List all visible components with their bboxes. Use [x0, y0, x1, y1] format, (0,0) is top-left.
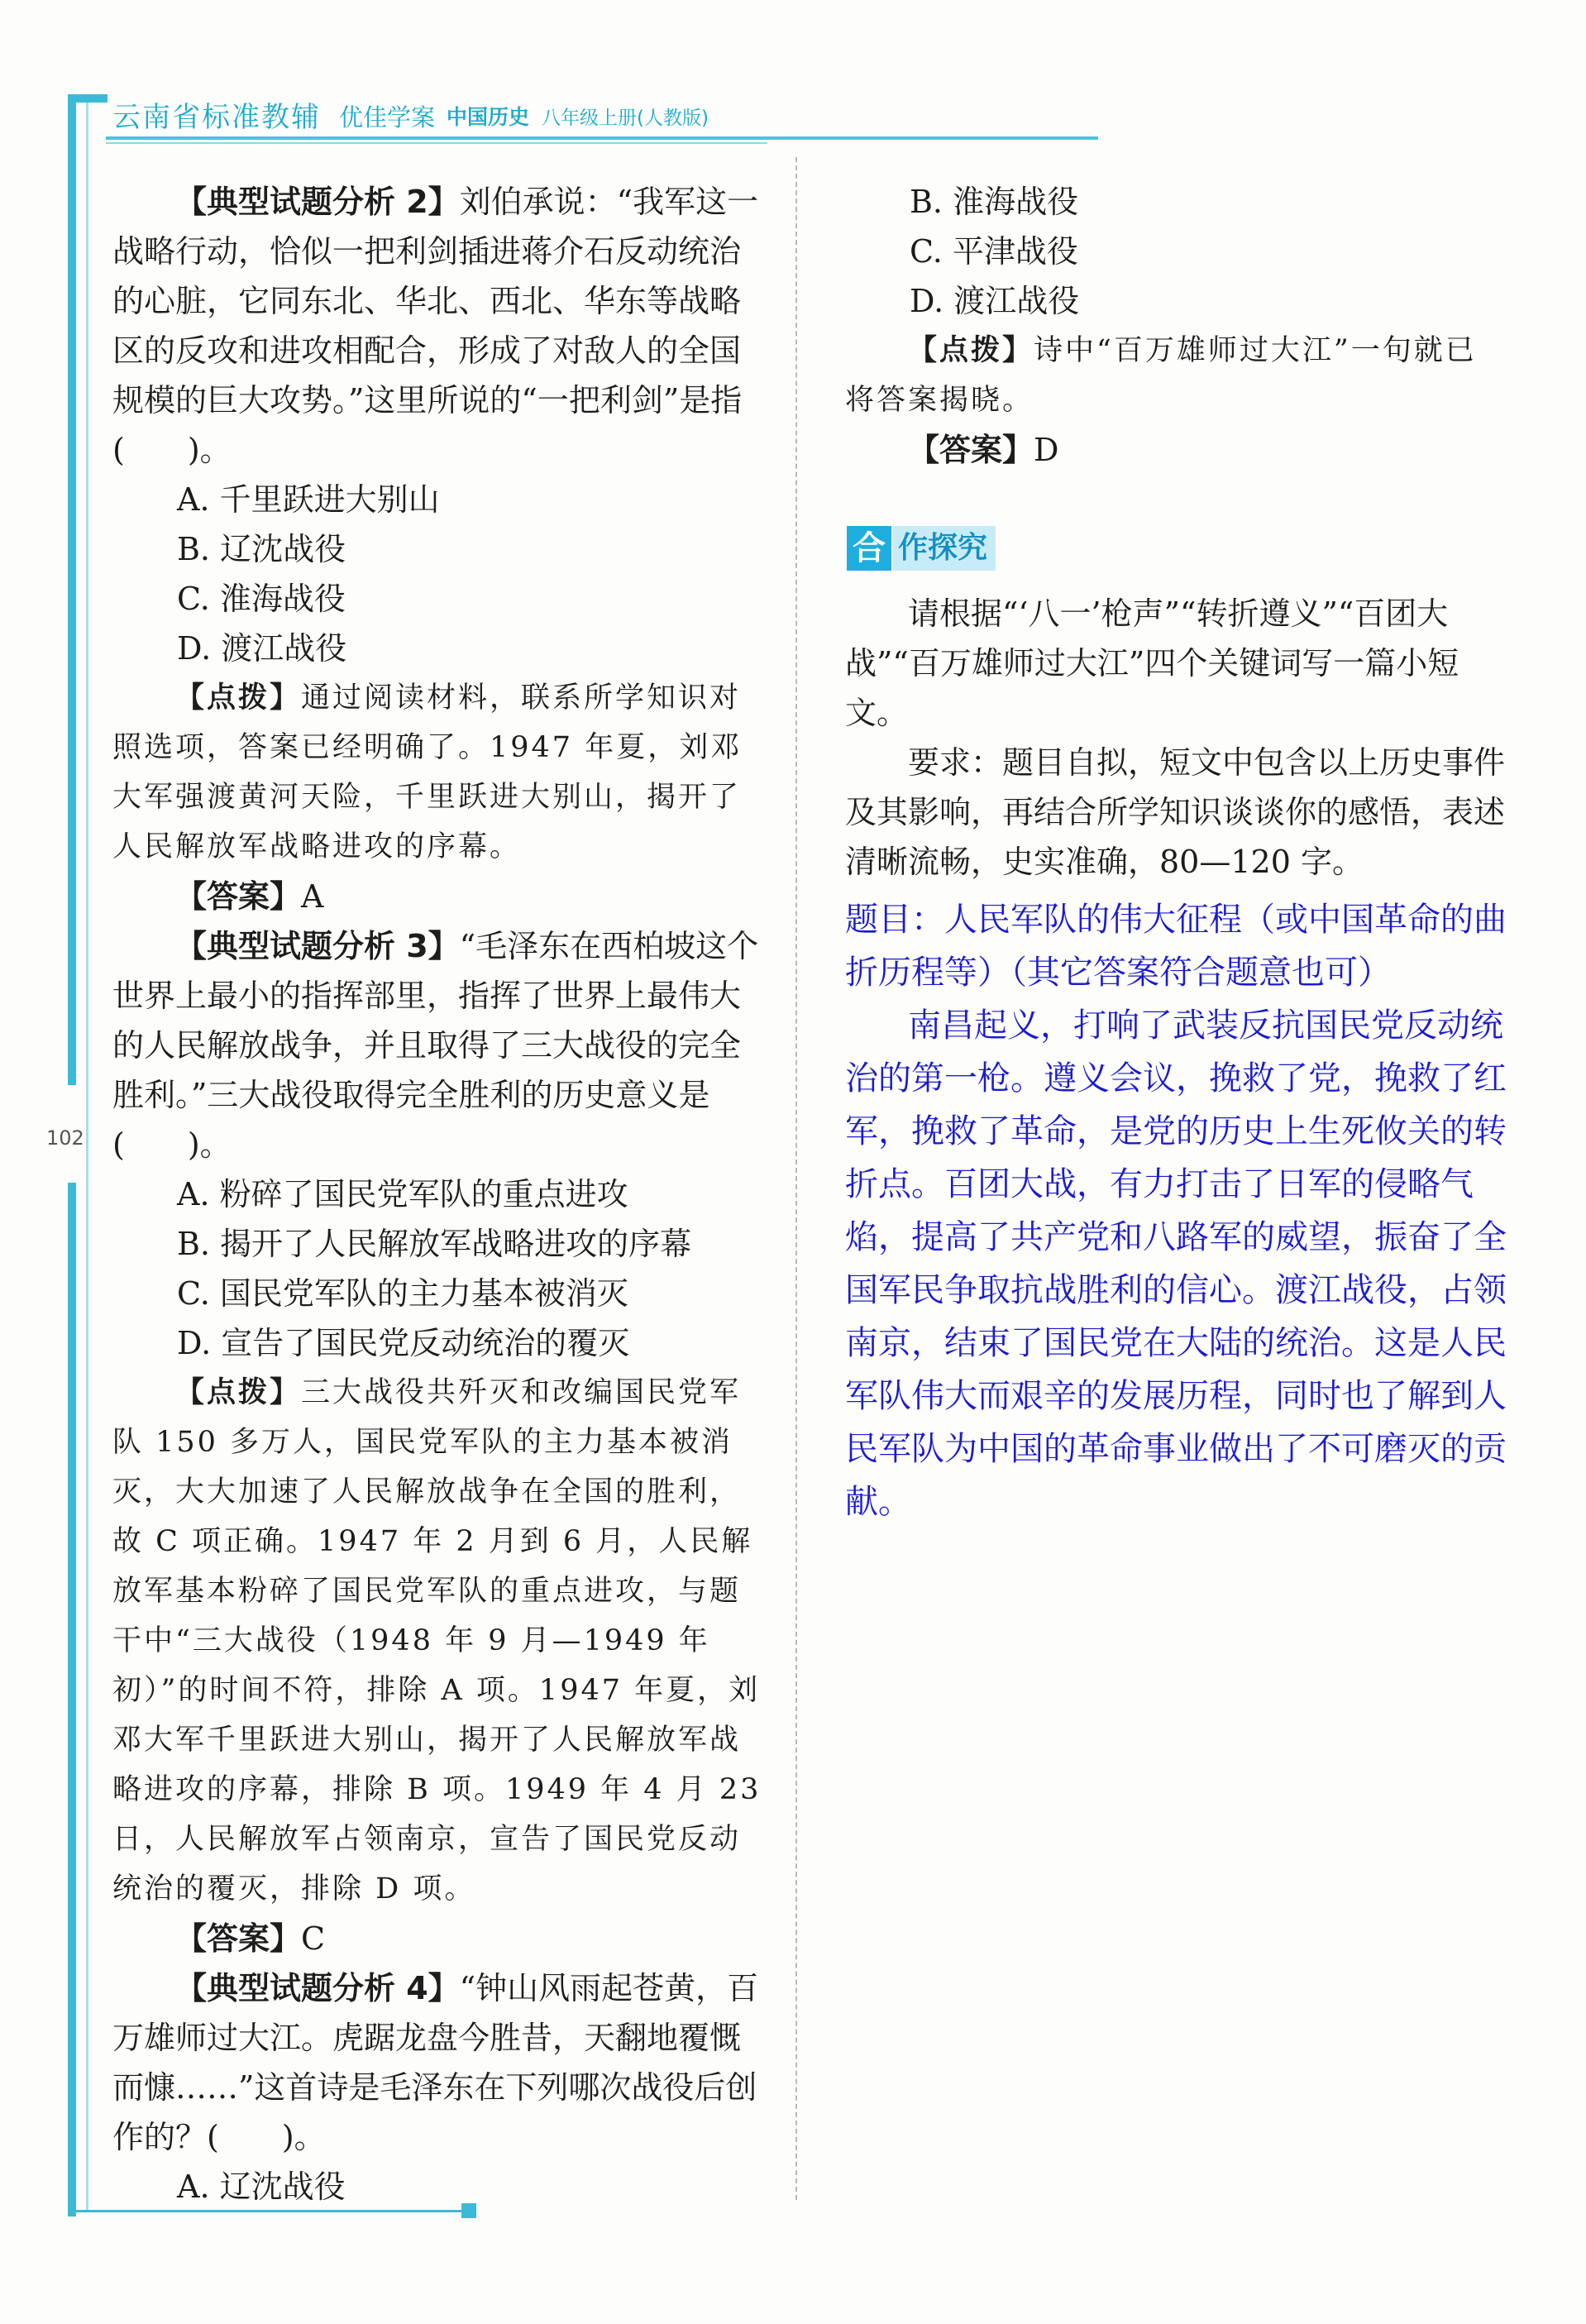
margin-bar-bottom [68, 1183, 76, 2216]
handwritten-answer-title: 题目：人民军队的伟大征程（或中国革命的曲折历程等）（其它答案符合题意也可） [845, 901, 1507, 992]
question-2-hint-text: 通过阅读材料，联系所学知识对照选项，答案已经明确了。1947 年夏，刘邓大军强渡黄河天险，千里跃进大别山，揭开了人民解放军战略进攻的序幕。 [112, 681, 743, 863]
question-4-option: A. 辽沈战役 [177, 2169, 346, 2205]
question-2-answer [112, 872, 770, 921]
answer-tag: 【答案】 [908, 432, 1034, 468]
question-4-tag: 【典型试题分析 4】 [175, 1970, 460, 2006]
section-heading-text: 作探究 [893, 526, 996, 571]
question-3-hint-text: 三大战役共歼灭和改编国民党军队 150 多万人，国民党军队的主力基本被消灭，大大加速了人民解放战争在全国的胜利，故 C 项正确。1947 年 2 月到 6 月，人民解放军基本粉碎了国民党军队的重点进攻，与题干中“三大战役（1948 年 9 月—1949 年初）”的时间不符，排除 A 项。1947 年夏，刘邓大军千里跃进大别山，揭开了人民解放军战略进攻的序幕，排除 B 项。1949 年 4 月 23 日，人民解放军占领南京，宣告了国民党反动统治的覆灭，排除 D 项。 [112, 1376, 762, 1906]
margin-thin-line [86, 94, 88, 2212]
header-rule [106, 136, 1098, 140]
question-4-hint-text: 诗中“百万雄师过大江”一句就已将答案揭晓。 [845, 334, 1477, 417]
question-4-hint [845, 326, 1507, 425]
question-2-tag: 【典型试题分析 2】 [175, 184, 460, 220]
hint-tag: 【点拨】 [908, 334, 1034, 367]
header-series: 云南省标准教辅 [112, 101, 321, 134]
hint-tag: 【点拨】 [175, 681, 302, 715]
question-3-option: A. 粉碎了国民党军队的重点进攻 [177, 1176, 628, 1212]
question-3-hint [112, 1368, 770, 1914]
question-2-option: A. 千里跃进大别山 [177, 481, 440, 518]
header-grade: 八年级上册(人教版) [542, 108, 709, 129]
question-4-answer-value: D [1034, 432, 1059, 468]
question-3-option: B. 揭开了人民解放军战略进攻的序幕 [177, 1226, 692, 1262]
question-4-text: “钟山风雨起苍黄，百万雄师过大江。虎踞龙盘今胜昔，天翻地覆慨而慷……”这首诗是毛泽东在下列哪次战役后创作的？( )。 [112, 1970, 759, 2155]
question-2-option: D. 渡江战役 [177, 630, 347, 667]
question-4-answer [845, 425, 1507, 475]
question-2 [112, 177, 770, 475]
question-2-option: B. 辽沈战役 [177, 531, 346, 567]
question-2-option: C. 淮海战役 [177, 581, 346, 617]
header-sub: 优佳学案 [339, 103, 436, 132]
question-4 [112, 1963, 770, 2162]
page-header [99, 89, 1058, 141]
page-number: 102 [46, 1126, 84, 1150]
hint-tag: 【点拨】 [175, 1376, 302, 1409]
question-3-text: “毛泽东在西柏坡这个世界上最小的指挥部里，指挥了世界上最伟大的人民解放战争，并且取得了三大战役的完全胜利。”三大战役取得完全胜利的历史意义是( )。 [112, 928, 759, 1163]
handwritten-answer-body: 南昌起义，打响了武装反抗国民党反动统治的第一枪。遵义会议，挽救了党，挽救了红军，挽救了革命，是党的历史上生死攸关的转折点。百团大战，有力打击了日军的侵略气焰，提高了共产党和八路军的威望，振奋了全国军民争取抗战胜利的信心。渡江战役，占领南京，结束了国民党在大陆的统治。这是人民军队伟大而艰辛的发展历程，同时也了解到人民军队为中国的革命事业做出了不可磨灭的贡献。 [845, 1007, 1507, 1521]
question-3 [112, 921, 770, 1169]
right-column [845, 177, 1507, 1528]
question-4-option: B. 淮海战役 [910, 184, 1079, 220]
answer-tag: 【答案】 [175, 1920, 302, 1957]
left-column [112, 177, 770, 2212]
question-3-option: D. 宣告了国民党反动统治的覆灭 [177, 1325, 630, 1361]
header-subject: 中国历史 [447, 105, 530, 129]
task-prompt: 请根据“‘八一’枪声”“转折遵义”“百团大战”“百万雄师过大江”四个关键词写一篇小短文。 [845, 595, 1459, 731]
margin-bar-top [68, 94, 76, 1085]
question-2-text: 刘伯承说：“我军这一战略行动，恰似一把利剑插进蒋介石反动统治的心脏，它同东北、华北、西北、华东等战略区的反攻和进攻相配合，形成了对敌人的全国规模的巨大攻势。”这里所说的“一把利剑”是指( )。 [112, 184, 759, 468]
question-4-option: C. 平津战役 [910, 233, 1078, 270]
answer-tag: 【答案】 [175, 878, 302, 915]
question-3-answer [112, 1914, 770, 1963]
section-heading-box: 合 [847, 526, 891, 571]
question-2-hint [112, 673, 770, 872]
column-divider [795, 157, 797, 2200]
task-requirements: 要求：题目自拟，短文中包含以上历史事件及其影响，再结合所学知识谈谈你的感悟，表述清晰流畅，史实准确，80—120 字。 [845, 744, 1506, 880]
question-3-tag: 【典型试题分析 3】 [175, 928, 460, 964]
section-heading-cooperative-inquiry [845, 523, 1507, 581]
question-2-answer-value: A [301, 878, 324, 915]
question-4-option: D. 渡江战役 [910, 283, 1080, 319]
question-3-answer-value: C [301, 1920, 326, 1957]
question-3-option: C. 国民党军队的主力基本被消灭 [177, 1275, 628, 1312]
header-rule-secondary [106, 142, 767, 144]
